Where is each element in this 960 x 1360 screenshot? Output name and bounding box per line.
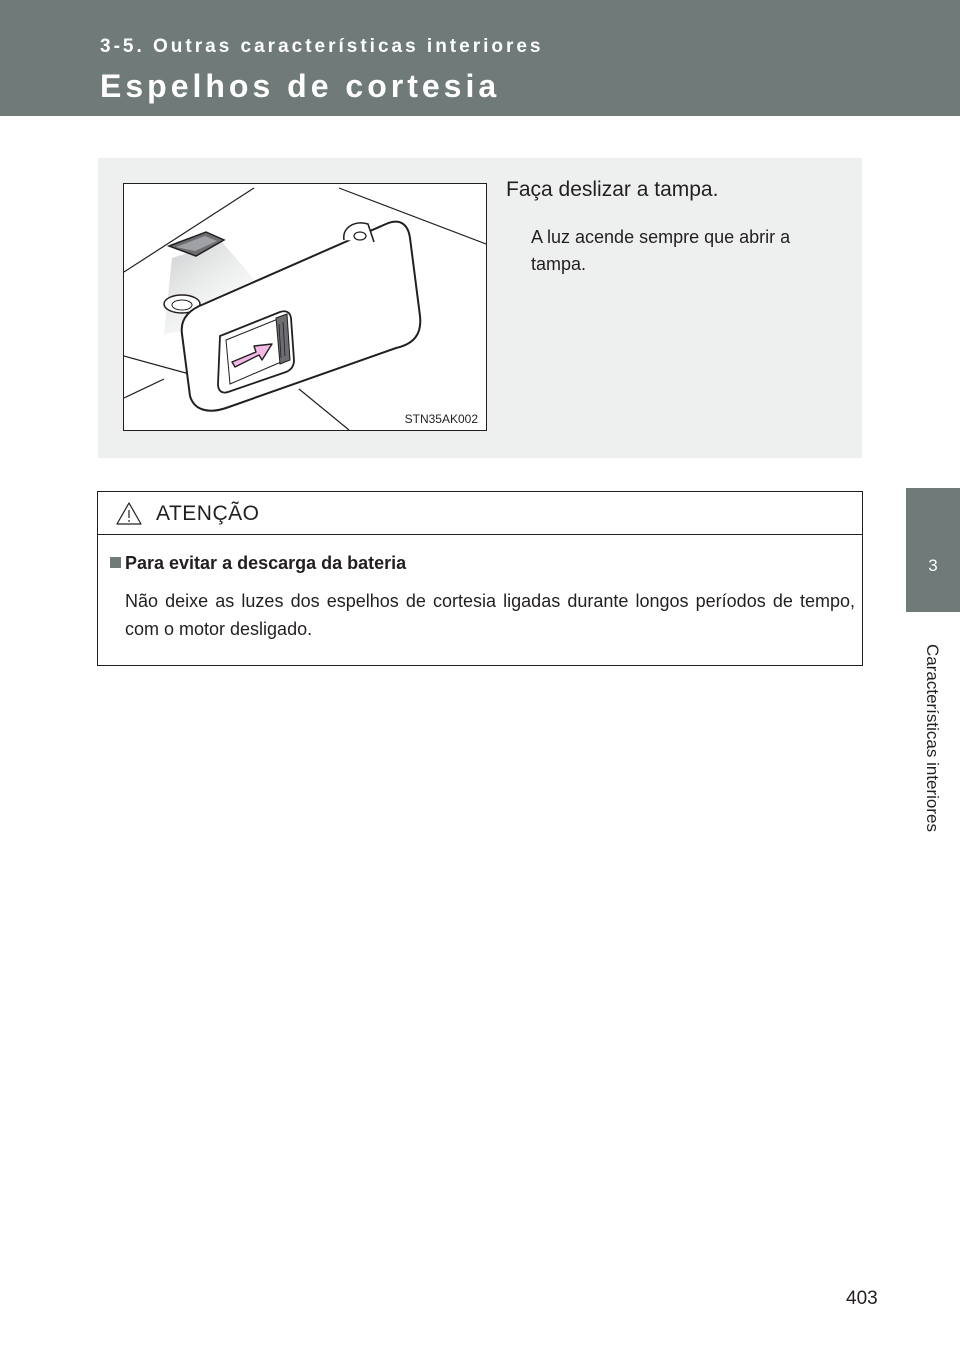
section-label: 3-5. Outras características interiores xyxy=(100,36,544,57)
figure-code: STN35AK002 xyxy=(404,412,478,426)
page-number: 403 xyxy=(846,1288,878,1309)
page-title: Espelhos de cortesia xyxy=(100,68,501,104)
sun-visor-drawing xyxy=(124,184,486,430)
instruction-title: Faça deslizar a tampa. xyxy=(506,178,719,201)
caution-title: ATENÇÃO xyxy=(156,502,260,525)
instruction-note: A luz acende sempre que abrir a tampa. xyxy=(531,227,791,274)
chapter-tab xyxy=(906,488,960,612)
vanity-mirror-illustration xyxy=(123,183,487,431)
page-header xyxy=(0,0,960,116)
caution-body: Não deixe as luzes dos espelhos de cortesia ligadas durante longos períodos de tempo, com o motor desligado. xyxy=(125,591,855,639)
instruction-panel xyxy=(98,158,862,458)
chapter-title-text: Características interiores xyxy=(923,643,942,832)
caution-box xyxy=(97,491,863,666)
caution-header xyxy=(98,492,862,535)
chapter-title xyxy=(917,618,947,858)
warning-triangle-icon xyxy=(115,501,143,526)
caution-subtitle: Para evitar a descarga da bateria xyxy=(125,553,407,573)
square-bullet-icon xyxy=(110,557,121,568)
chapter-number: 3 xyxy=(928,556,938,575)
